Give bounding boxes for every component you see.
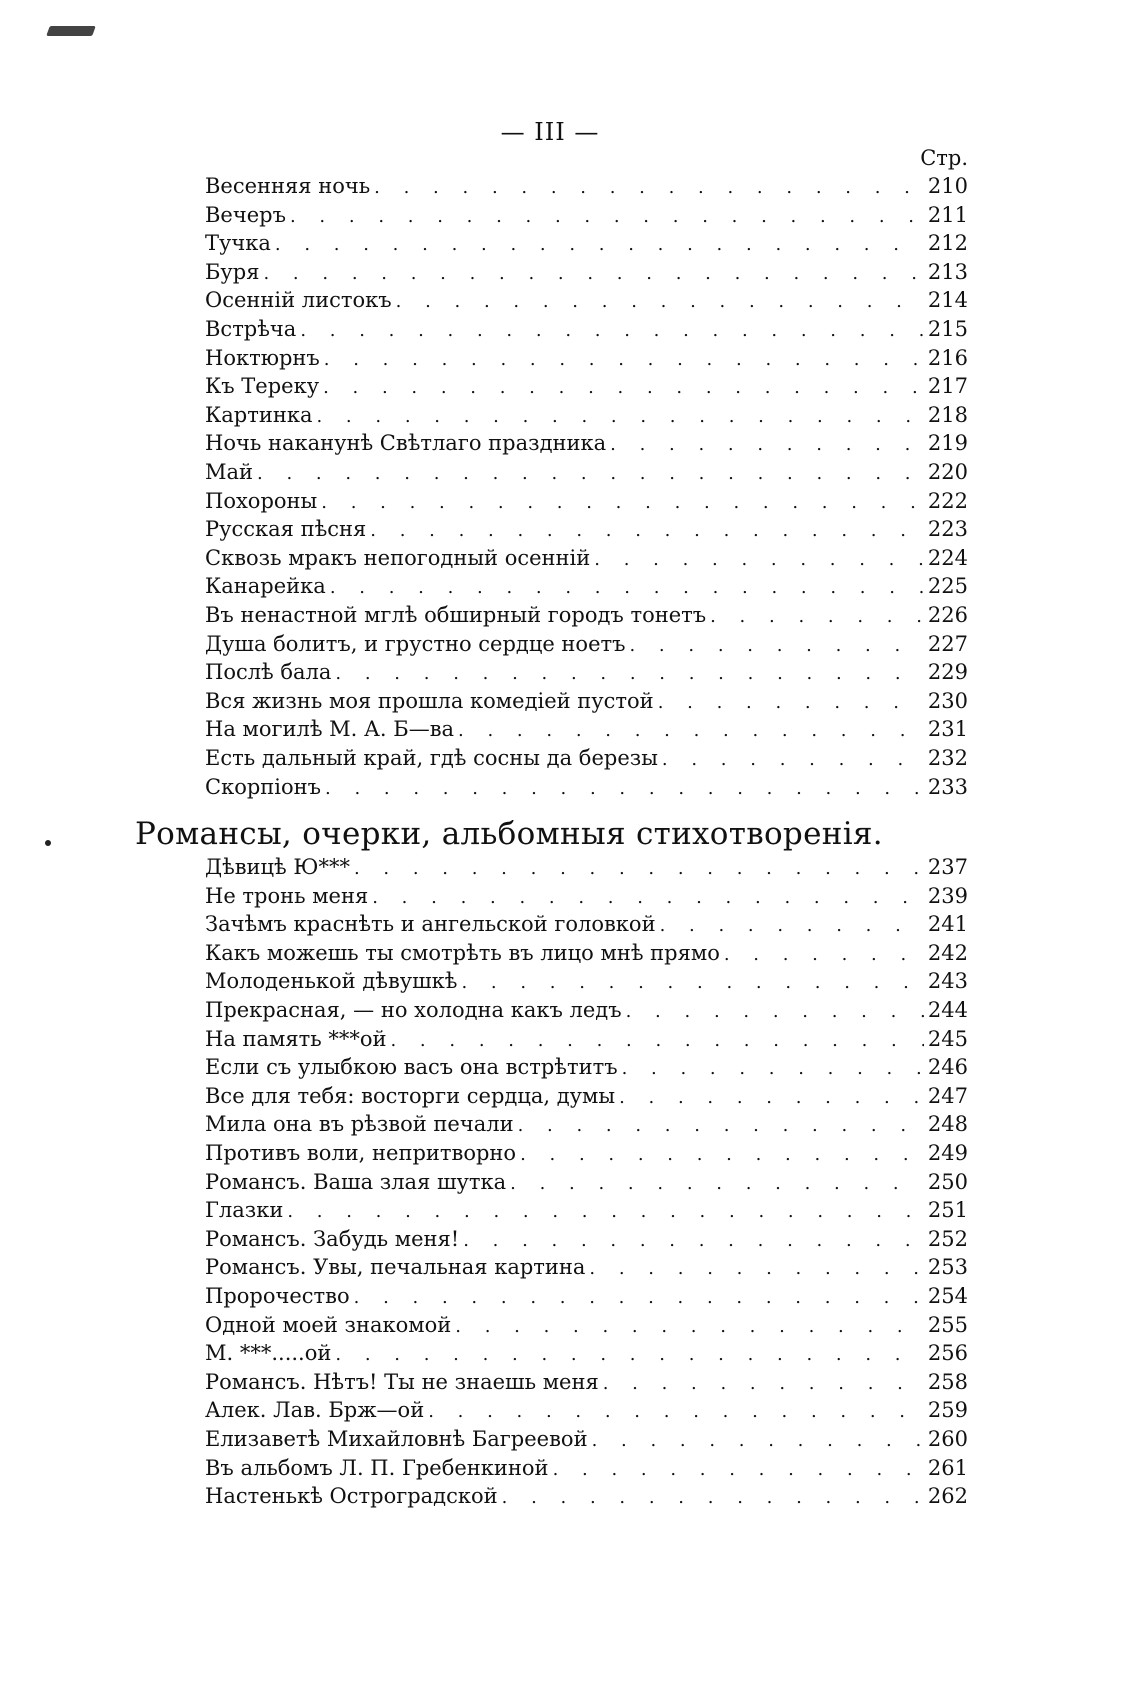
toc-entry: [205, 1055, 968, 1083]
dot-leader: [321, 492, 924, 513]
toc-entry-page: 226: [927, 603, 968, 627]
toc-entry: [205, 603, 968, 631]
toc-entry-title: Если съ улыбкою васъ она встрѣтитъ: [205, 1055, 618, 1080]
toc-entry-title: Все для тебя: восторги сердца, думы: [205, 1083, 616, 1108]
toc-entry-page: 230: [927, 688, 968, 713]
page-column-label: Стр.: [920, 146, 968, 170]
dot-leader: [290, 206, 924, 227]
toc-entry: [205, 403, 968, 431]
dot-leader: [520, 1144, 924, 1165]
dot-leader: [518, 1115, 924, 1136]
dot-leader: [300, 320, 924, 341]
toc-entry-page: 218: [927, 402, 968, 427]
toc-entry-page: 247: [927, 1083, 968, 1108]
toc-entry-page: 260: [927, 1427, 968, 1451]
dot-leader: [374, 177, 924, 198]
toc-entry: [205, 1284, 968, 1312]
toc-entry-title: Пророчество: [205, 1284, 350, 1308]
toc-entry-title: Какъ можешь ты смотрѣть въ лицо мнѣ прямо: [205, 940, 720, 965]
toc-entry-page: 227: [927, 631, 968, 656]
toc-entry-page: 261: [927, 1455, 968, 1480]
dot-leader: [594, 549, 924, 570]
dot-leader: [662, 749, 924, 770]
toc-entry-title: Романсъ. Нѣтъ! Ты не знаешь меня: [205, 1369, 599, 1394]
toc-entry: [205, 203, 968, 231]
toc-entry: [205, 1398, 968, 1426]
toc-entry-title: Канарейка: [205, 574, 326, 599]
dot-leader: [335, 663, 924, 684]
toc-entry-page: 222: [927, 488, 968, 513]
toc-entry-page: 212: [927, 231, 968, 256]
toc-entry-title: Романсъ. Забудь меня!: [205, 1226, 460, 1251]
dot-leader: [428, 1401, 924, 1422]
toc-entry-page: 243: [927, 969, 968, 994]
dot-leader: [455, 1316, 924, 1337]
toc-entry-page: 254: [927, 1284, 968, 1308]
toc-entry-title: Вся жизнь моя прошла комедiей пустой: [205, 688, 654, 713]
toc-entry: [205, 1370, 968, 1398]
toc-entry: [205, 489, 968, 517]
toc-entry-title: Май: [205, 460, 254, 484]
toc-entry: [205, 884, 968, 912]
dot-leader: [619, 1087, 924, 1108]
toc-entry-page: 253: [927, 1255, 968, 1280]
dot-leader: [553, 1459, 924, 1480]
dot-leader: [724, 944, 924, 965]
toc-entry-title: Буря: [205, 259, 260, 284]
toc-entry-page: 210: [927, 174, 968, 198]
dot-leader: [323, 377, 924, 398]
toc-entry-title: Глазки: [205, 1198, 284, 1223]
toc-entry-page: 249: [927, 1141, 968, 1165]
toc-entry-page: 256: [927, 1341, 968, 1366]
toc-entry-page: 248: [927, 1112, 968, 1137]
dot-leader: [257, 463, 924, 484]
toc-entry-title: Похороны: [205, 488, 318, 513]
toc-entry-title: Осеннiй листокъ: [205, 288, 392, 313]
toc-entry-page: 259: [927, 1398, 968, 1423]
toc-entry-page: 242: [927, 940, 968, 965]
toc-entry: [205, 1227, 968, 1255]
toc-entry: [205, 632, 968, 660]
toc-entry: [205, 1112, 968, 1140]
toc-entry-title: Тучка: [205, 231, 271, 256]
toc-entry-title: Душа болитъ, и грустно сердце ноетъ: [205, 631, 626, 656]
toc-entry-page: 239: [927, 883, 968, 908]
dot-leader: [592, 1430, 924, 1451]
toc-entry: [205, 1427, 968, 1455]
toc-entry-page: 233: [927, 774, 968, 799]
dot-leader: [324, 349, 924, 370]
dot-leader: [325, 778, 924, 799]
dot-leader: [263, 263, 924, 284]
toc-entry-page: 223: [927, 517, 968, 542]
dot-leader: [463, 1230, 924, 1251]
dot-leader: [502, 1487, 924, 1508]
toc-entry: [205, 775, 968, 803]
toc-entry-title: Встрѣча: [205, 317, 297, 341]
dot-leader: [275, 234, 924, 255]
toc-entry: [205, 260, 968, 288]
toc-entry-title: Скорпiонъ: [205, 774, 321, 799]
toc-entry: [205, 460, 968, 488]
toc-entry: [205, 231, 968, 259]
toc-entry-page: 215: [927, 317, 968, 341]
toc-entry-title: Послѣ бала: [205, 660, 332, 685]
page-number: — III —: [500, 118, 600, 146]
toc-entry: [205, 346, 968, 374]
dot-leader: [330, 577, 924, 598]
dot-leader: [390, 1030, 924, 1051]
toc-entry-title: Въ альбомъ Л. П. Гребенкиной: [205, 1455, 549, 1480]
toc-entry-page: 237: [927, 855, 968, 879]
toc-entry-title: Ноктюрнъ: [205, 345, 320, 370]
toc-entry: [205, 941, 968, 969]
toc-entry-page: 214: [927, 288, 968, 313]
toc-entry-page: 250: [927, 1169, 968, 1194]
toc-entry: [205, 1084, 968, 1112]
toc-entry: [205, 174, 968, 202]
toc-entry-page: 211: [927, 202, 968, 227]
toc-entry-title: Русская пѣсня: [205, 517, 367, 542]
toc-entry-page: 255: [927, 1312, 968, 1337]
section-heading: Романсы, очерки, альбомныя стихотворенiя.: [135, 816, 883, 852]
dot-leader: [372, 887, 924, 908]
toc-entry-page: 262: [927, 1484, 968, 1509]
toc-entry-title: Вечеръ: [205, 202, 286, 227]
toc-entry-title: М. ***.....ой: [205, 1341, 332, 1366]
toc-entry: [205, 660, 968, 688]
toc-entry: [205, 317, 968, 345]
toc-entry-page: 245: [927, 1026, 968, 1051]
toc-entry-page: 241: [927, 912, 968, 937]
toc-entry-title: Сквозь мракъ непогодный осеннiй: [205, 545, 591, 570]
toc-entry-title: Прекрасная, — но холодна какъ ледъ: [205, 998, 622, 1022]
toc-entry: [205, 1027, 968, 1055]
toc-entry: [205, 1170, 968, 1198]
toc-entry: [205, 855, 968, 883]
toc-entry-page: 244: [927, 998, 968, 1022]
toc-entry: [205, 1456, 968, 1484]
toc-entry-page: 224: [927, 545, 968, 570]
toc-entry-page: 225: [927, 574, 968, 599]
toc-entry: [205, 431, 968, 459]
toc-entry-page: 216: [927, 345, 968, 370]
toc-entry-title: Противъ воли, непритворно: [205, 1141, 517, 1165]
toc-entry-title: Одной моей знакомой: [205, 1312, 452, 1337]
toc-entry: [205, 1255, 968, 1283]
dot-leader: [335, 1344, 924, 1365]
toc-entry-title: Не тронь меня: [205, 883, 369, 908]
toc-entry-title: Дѣвицѣ Ю***: [205, 855, 350, 879]
ink-smudge: [46, 26, 96, 36]
toc-entry: [205, 689, 968, 717]
toc-entry-page: 231: [927, 717, 968, 742]
toc-entry-title: Зачѣмъ краснѣть и ангельской головкой: [205, 912, 656, 937]
toc-entry: [205, 517, 968, 545]
toc-entry-page: 251: [927, 1198, 968, 1223]
toc-entry: [205, 912, 968, 940]
toc-entry-title: Настенькѣ Остроградской: [205, 1484, 498, 1509]
toc-entry: [205, 1313, 968, 1341]
toc-entry-page: 258: [927, 1369, 968, 1394]
toc-entry-title: Мила она въ рѣзвой печали: [205, 1112, 514, 1137]
toc-entry: [205, 288, 968, 316]
dot-leader: [354, 1287, 924, 1308]
toc-entry: [205, 374, 968, 402]
toc-entry: [205, 1198, 968, 1226]
dot-leader: [461, 972, 924, 993]
dot-leader: [458, 720, 924, 741]
dot-leader: [660, 915, 924, 936]
dot-leader: [626, 1001, 924, 1022]
toc-entry-title: На память ***ой: [205, 1026, 387, 1051]
toc-entry: [205, 746, 968, 774]
toc-entry-page: 246: [927, 1055, 968, 1080]
dot-leader: [316, 406, 924, 427]
toc-entry: [205, 969, 968, 997]
toc-entry-title: Въ ненастной мглѣ обширный городъ тонетъ: [205, 603, 707, 627]
toc-entry-title: Романсъ. Ваша злая шутка: [205, 1169, 507, 1194]
toc-entry-page: 213: [927, 259, 968, 284]
toc-entry-page: 217: [927, 374, 968, 399]
dot-leader: [710, 606, 924, 627]
toc-entry: [205, 574, 968, 602]
toc-entry-title: Молоденькой дѣвушкѣ: [205, 969, 458, 994]
toc-entry-title: Елизаветѣ Михайловнѣ Багреевой: [205, 1427, 588, 1451]
toc-entry-page: 252: [927, 1226, 968, 1251]
toc-entry-title: Весенняя ночь: [205, 174, 371, 198]
toc-entry-title: Картинка: [205, 402, 313, 427]
dot-leader: [354, 858, 924, 879]
dot-leader: [629, 635, 924, 656]
dot-leader: [396, 291, 924, 312]
dot-leader: [658, 692, 924, 713]
toc-entry-page: 229: [927, 660, 968, 685]
toc-entry: [205, 546, 968, 574]
toc-entry-title: Романсъ. Увы, печальная картина: [205, 1255, 586, 1280]
toc-entry-title: На могилѣ М. А. Б—ва: [205, 717, 455, 742]
dot-leader: [603, 1373, 924, 1394]
toc-entry-title: Ночь наканунѣ Свѣтлаго праздника: [205, 431, 607, 456]
toc-entry-page: 232: [927, 746, 968, 770]
dot-leader: [287, 1201, 924, 1222]
toc-entry-title: Алек. Лав. Брж—ой: [205, 1398, 425, 1423]
toc-entry-title: Къ Тереку: [205, 374, 320, 399]
margin-dot: [45, 840, 51, 846]
dot-leader: [589, 1258, 924, 1279]
dot-leader: [370, 520, 924, 541]
toc-entry: [205, 998, 968, 1026]
dot-leader: [622, 1058, 924, 1079]
toc-entry: [205, 717, 968, 745]
toc-entry: [205, 1141, 968, 1169]
toc-entry-page: 219: [927, 431, 968, 456]
toc-entry: [205, 1484, 968, 1512]
dot-leader: [510, 1173, 924, 1194]
toc-entry: [205, 1341, 968, 1369]
toc-entry-page: 220: [927, 460, 968, 484]
toc-entry-title: Есть дальный край, гдѣ сосны да березы: [205, 746, 658, 770]
dot-leader: [610, 434, 924, 455]
